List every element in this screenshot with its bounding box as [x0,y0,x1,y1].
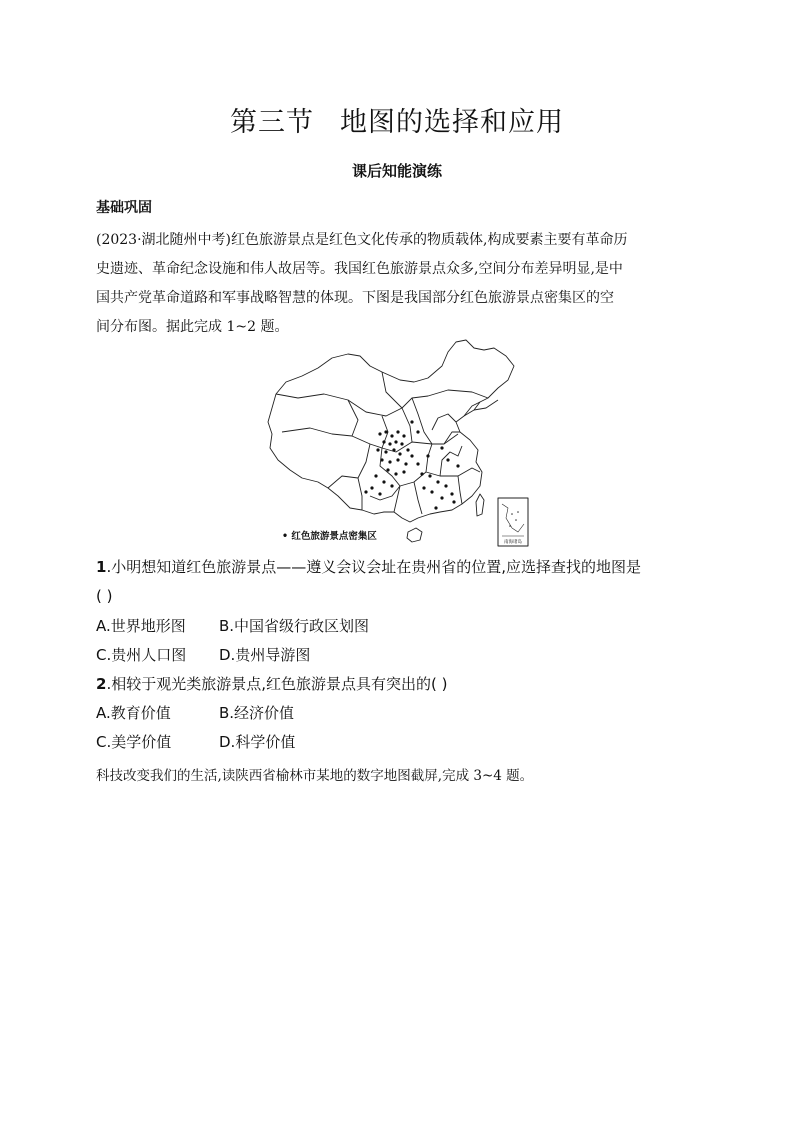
site-dot [436,480,439,483]
china-map [262,336,534,550]
intro-line: 间分布图。据此完成 1~2 题。 [96,319,289,335]
option-c: C.贵州人口图 [96,646,187,664]
site-dot [416,462,419,465]
question-text: .相较于观光类旅游景点,红色旅游景点具有突出的( ) [106,675,448,693]
intro-line: (2023·湖北随州中考)红色旅游景点是红色文化传承的物质载体,构成要素主要有革命历 [96,232,628,248]
site-dot [456,464,459,467]
follow-up-prompt: 科技改变我们的生活,读陕西省榆林市某地的数字地图截屏,完成 3~4 题。 [96,768,534,784]
intro-paragraph [96,226,701,342]
section-title: 地图的选择和应用 [340,107,564,138]
site-dot [390,484,393,487]
site-dot [434,506,437,509]
map-legend: • 红色旅游景点密集区 [282,531,377,542]
question-1 [96,556,641,577]
taiwan-island [476,494,484,516]
site-dot [410,454,413,457]
site-dot [380,458,383,461]
site-dot [446,458,449,461]
site-dot [382,440,385,443]
option-d: D.科学价值 [219,733,296,751]
china-map-figure [262,336,534,550]
option-c: C.美学价值 [96,733,172,751]
site-dot [426,454,429,457]
option-b: B.经济价值 [219,704,295,722]
site-dot [398,452,401,455]
site-dot [388,442,391,445]
page-title [0,100,794,139]
site-dot [396,430,399,433]
site-dot [382,480,385,483]
inset-dots [509,511,519,527]
site-dot [390,434,393,437]
section-heading: 基础巩固 [96,200,152,216]
site-dot [402,434,405,437]
site-dot [402,470,405,473]
site-dot [370,486,373,489]
site-dot [396,458,399,461]
site-dot [384,450,387,453]
answer-blank: ( ) [96,587,113,605]
site-dot [440,446,443,449]
site-dot [374,474,377,477]
section-number: 第三节 [230,107,314,138]
site-dot [452,500,455,503]
site-dot [394,440,397,443]
site-dot [404,462,407,465]
inset-label: 南海诸岛 [504,540,522,545]
intro-line: 史遗迹、革命纪念设施和伟人故居等。我国红色旅游景点众多,空间分布差异明显,是中 [96,261,623,277]
site-dot [392,448,395,451]
site-dot [394,472,397,475]
intro-line: 国共产党革命道路和军事战略智慧的体现。下图是我国部分红色旅游景点密集区的空 [96,290,614,306]
site-dot [444,484,447,487]
red-tourism-sites [364,420,459,509]
site-dot [386,468,389,471]
option-d: D.贵州导游图 [219,646,311,664]
south-china-sea-inset [498,498,528,546]
site-dot [430,490,433,493]
page-subtitle: 课后知能演练 [351,162,442,180]
question-number: 2 [96,675,107,693]
site-dot [428,474,431,477]
site-dot [384,430,387,433]
site-dot [400,442,403,445]
site-dot [450,492,453,495]
site-dot [364,490,367,493]
site-dot [376,448,379,451]
hainan-island [407,528,422,542]
site-dot [440,496,443,499]
site-dot [378,492,381,495]
site-dot [410,420,413,423]
site-dot [378,432,381,435]
question-number: 1 [96,558,107,576]
site-dot [406,448,409,451]
question-2 [96,673,447,694]
question-text: .小明想知道红色旅游景点——遵义会议会址在贵州省的位置,应选择查找的地图是 [106,558,641,576]
option-a: A.世界地形图 [96,617,186,635]
site-dot [388,460,391,463]
site-dot [420,472,423,475]
china-outline [268,340,514,522]
option-b: B.中国省级行政区划图 [219,617,370,635]
option-a: A.教育价值 [96,704,171,722]
site-dot [416,430,419,433]
site-dot [422,486,425,489]
